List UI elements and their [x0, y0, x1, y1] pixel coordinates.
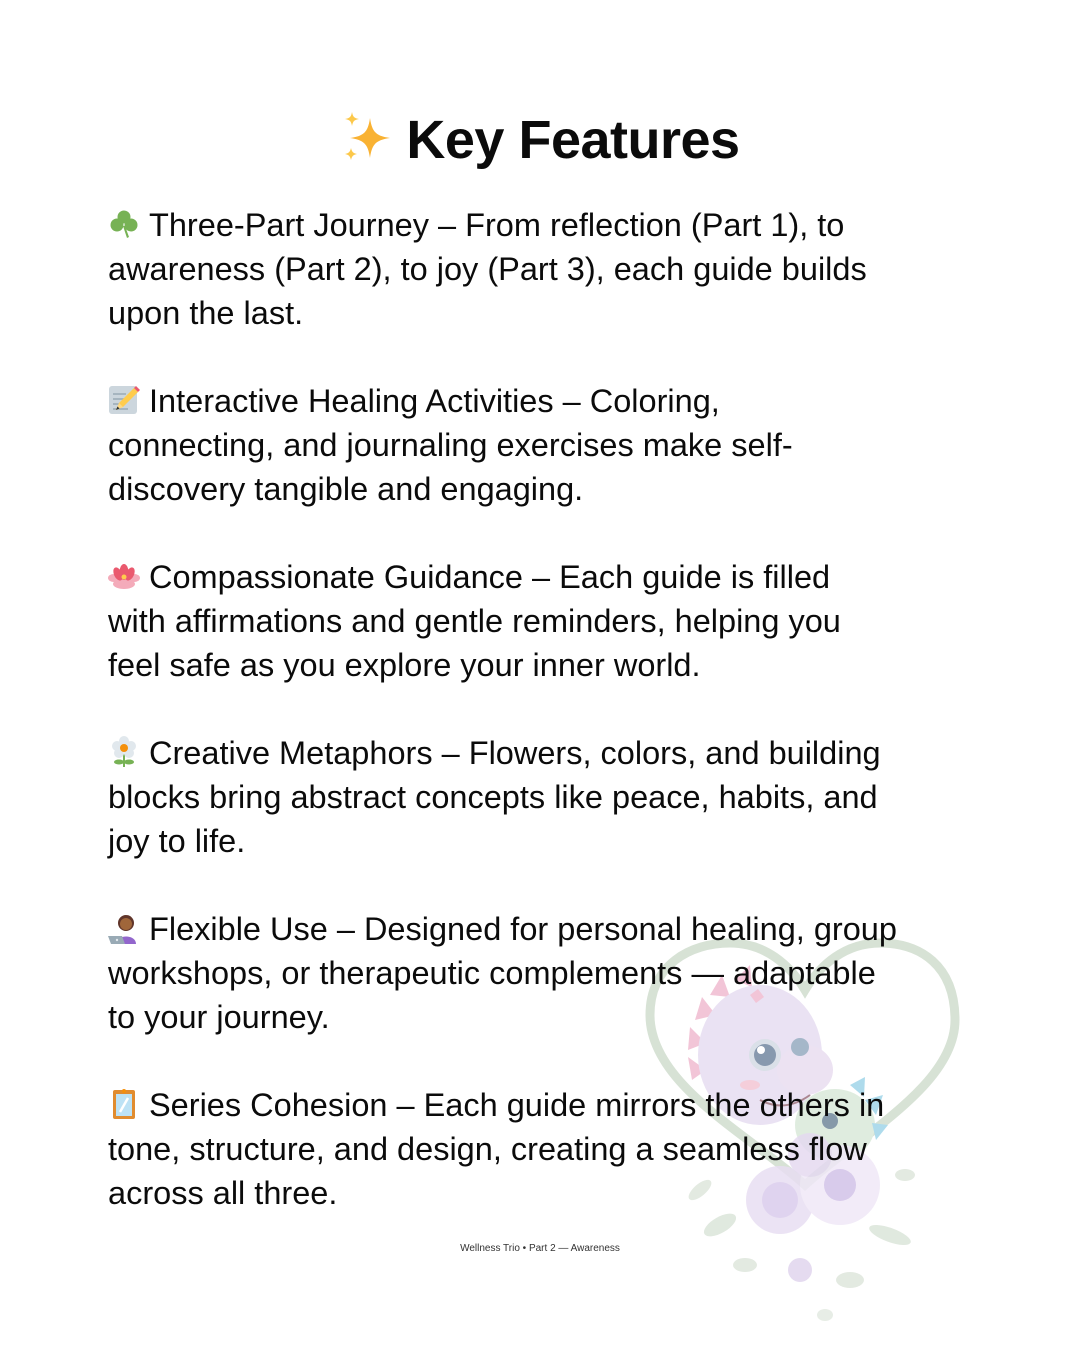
feature-interactive-healing-activities: Interactive Healing Activities – Coloring, connecting, and journaling exercises make self- discovery tangible and engaging. [108, 383, 793, 507]
woman-technologist-icon [108, 911, 140, 943]
page-title [0, 108, 1080, 172]
feature-creative-metaphors: Creative Metaphors – Flowers, colors, and building blocks bring abstract concepts like peace, habits, and joy to life. [108, 735, 881, 859]
page-footer: Wellness Trio • Part 2 — Awareness [460, 1243, 620, 1254]
feature-three-part-journey: Three-Part Journey – From reflection (Part 1), to awareness (Part 2), to joy (Part 3), each guide builds upon the last. [108, 207, 867, 331]
features-list [108, 203, 988, 1259]
feature-compassionate-guidance: Compassionate Guidance – Each guide is filled with affirmations and gentle reminders, helping you feel safe as you explore your inner world. [108, 559, 841, 683]
mirror-icon [108, 1087, 140, 1119]
lotus-icon [108, 559, 140, 591]
feature-flexible-use: Flexible Use – Designed for personal healing, group workshops, or therapeutic complements — adaptable to your journey. [108, 911, 897, 1035]
sparkles-icon [340, 110, 396, 166]
blossom-icon [108, 735, 140, 767]
shamrock-icon [108, 207, 140, 239]
title-text: Key Features [406, 110, 740, 170]
memo-pencil-icon [108, 383, 140, 415]
feature-series-cohesion: Series Cohesion – Each guide mirrors the others in tone, structure, and design, creating a seamless flow across all three. [108, 1087, 885, 1211]
